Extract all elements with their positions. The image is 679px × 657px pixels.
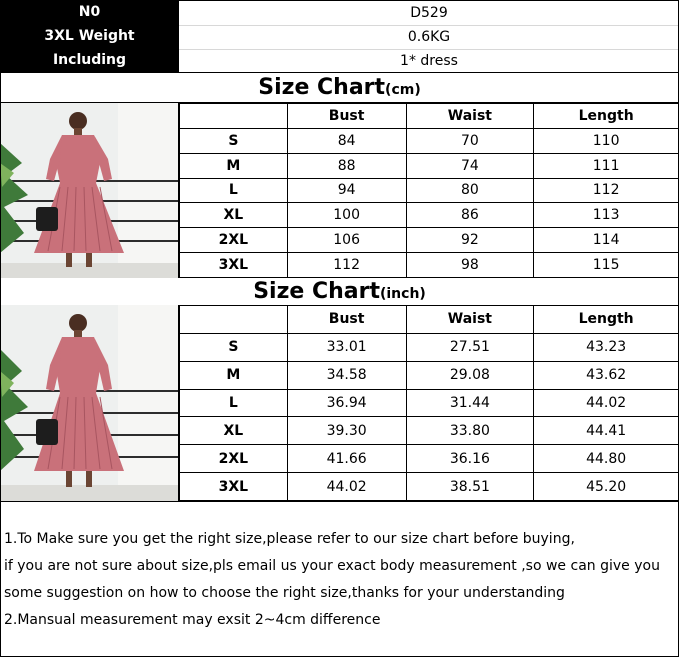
dress-photo bbox=[0, 305, 179, 501]
waist-cell: 29.08 bbox=[406, 361, 534, 389]
bust-cell: 106 bbox=[287, 228, 406, 253]
bust-cell: 33.01 bbox=[287, 333, 406, 361]
waist-cell: 33.80 bbox=[406, 417, 534, 445]
length-cell: 44.80 bbox=[534, 445, 679, 473]
size-cell: S bbox=[180, 128, 288, 153]
bust-cell: 39.30 bbox=[287, 417, 406, 445]
bust-cell: 36.94 bbox=[287, 389, 406, 417]
size-cell: XL bbox=[180, 203, 288, 228]
waist-cell: 27.51 bbox=[406, 333, 534, 361]
note-line: if you are not sure about size,pls email us your exact body measurement ,so we can give you bbox=[4, 558, 660, 574]
length-cell: 113 bbox=[534, 203, 679, 228]
waist-cell: 92 bbox=[406, 228, 534, 253]
waist-cell: 86 bbox=[406, 203, 534, 228]
column-header: Waist bbox=[406, 104, 534, 129]
bust-cell: 41.66 bbox=[287, 445, 406, 473]
waist-cell: 74 bbox=[406, 153, 534, 178]
label-weight: 3XL Weight bbox=[44, 28, 135, 44]
length-cell: 44.02 bbox=[534, 389, 679, 417]
size-cell: S bbox=[180, 333, 288, 361]
table-row bbox=[180, 445, 679, 473]
length-cell: 111 bbox=[534, 153, 679, 178]
length-cell: 115 bbox=[534, 253, 679, 278]
size-cell: 2XL bbox=[180, 445, 288, 473]
unit-label: (inch) bbox=[379, 286, 426, 302]
size-cell: 3XL bbox=[180, 253, 288, 278]
product-info-labels bbox=[0, 0, 179, 73]
table-row bbox=[180, 178, 679, 203]
product-info-values bbox=[179, 0, 679, 73]
length-cell: 45.20 bbox=[534, 473, 679, 501]
note-line: some suggestion on how to choose the right size,thanks for your understanding bbox=[4, 585, 565, 601]
value-including: 1* dress bbox=[400, 53, 458, 69]
table-row bbox=[180, 361, 679, 389]
bust-cell: 100 bbox=[287, 203, 406, 228]
label-number: N0 bbox=[78, 4, 101, 20]
size-cell: 3XL bbox=[180, 473, 288, 501]
length-cell: 110 bbox=[534, 128, 679, 153]
table-row bbox=[180, 473, 679, 501]
bust-cell: 34.58 bbox=[287, 361, 406, 389]
size-cell: M bbox=[180, 153, 288, 178]
size-cell: L bbox=[180, 178, 288, 203]
column-header: Waist bbox=[406, 306, 534, 334]
dress-photo bbox=[0, 103, 179, 278]
table-row bbox=[180, 389, 679, 417]
table-row bbox=[180, 153, 679, 178]
size-chart-cm-title: Size Chart(cm) bbox=[258, 75, 421, 100]
size-table-inch bbox=[179, 305, 679, 501]
unit-label: (cm) bbox=[385, 82, 421, 98]
size-table-cm bbox=[179, 103, 679, 278]
column-header: Length bbox=[534, 306, 679, 334]
waist-cell: 98 bbox=[406, 253, 534, 278]
column-header: Bust bbox=[287, 306, 406, 334]
bust-cell: 112 bbox=[287, 253, 406, 278]
bust-cell: 44.02 bbox=[287, 473, 406, 501]
note-line: 2.Mansual measurement may exsit 2~4cm difference bbox=[4, 612, 381, 628]
bust-cell: 94 bbox=[287, 178, 406, 203]
bust-cell: 88 bbox=[287, 153, 406, 178]
size-cell: XL bbox=[180, 417, 288, 445]
waist-cell: 70 bbox=[406, 128, 534, 153]
length-cell: 44.41 bbox=[534, 417, 679, 445]
label-including: Including bbox=[52, 52, 127, 68]
table-row bbox=[180, 228, 679, 253]
table-row bbox=[180, 333, 679, 361]
value-weight: 0.6KG bbox=[407, 29, 451, 45]
table-row bbox=[180, 417, 679, 445]
column-header: Length bbox=[534, 104, 679, 129]
table-header-corner bbox=[180, 104, 288, 129]
table-header-row bbox=[180, 306, 679, 334]
size-chart-inch-title: Size Chart(inch) bbox=[253, 279, 426, 304]
waist-cell: 31.44 bbox=[406, 389, 534, 417]
size-cell: 2XL bbox=[180, 228, 288, 253]
note-line: 1.To Make sure you get the right size,please refer to our size chart before buying, bbox=[4, 531, 575, 547]
length-cell: 43.23 bbox=[534, 333, 679, 361]
length-cell: 43.62 bbox=[534, 361, 679, 389]
waist-cell: 38.51 bbox=[406, 473, 534, 501]
table-row bbox=[180, 203, 679, 228]
size-cell: L bbox=[180, 389, 288, 417]
table-row bbox=[180, 253, 679, 278]
size-notes bbox=[4, 526, 676, 634]
divider bbox=[0, 501, 679, 502]
waist-cell: 36.16 bbox=[406, 445, 534, 473]
bust-cell: 84 bbox=[287, 128, 406, 153]
waist-cell: 80 bbox=[406, 178, 534, 203]
column-header: Bust bbox=[287, 104, 406, 129]
length-cell: 112 bbox=[534, 178, 679, 203]
table-header-row bbox=[180, 104, 679, 129]
length-cell: 114 bbox=[534, 228, 679, 253]
table-header-corner bbox=[180, 306, 288, 334]
size-cell: M bbox=[180, 361, 288, 389]
value-number: D529 bbox=[410, 5, 448, 21]
table-row bbox=[180, 128, 679, 153]
